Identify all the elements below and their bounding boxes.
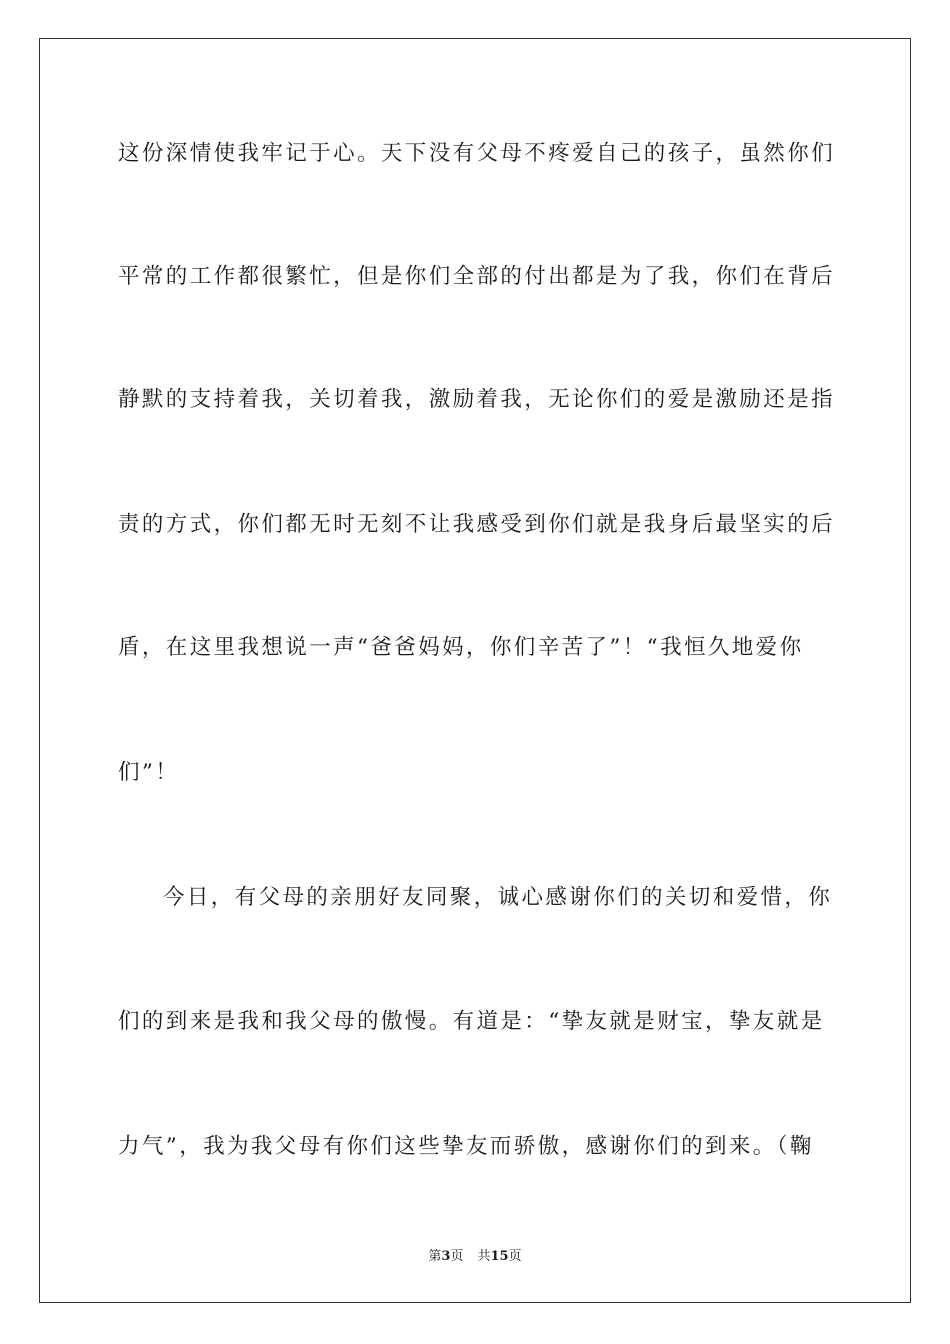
body-text-line-4: 责的方式，你们都无时无刻不让我感受到你们就是我身后最坚实的后: [118, 512, 836, 537]
footer-total-pages: 15: [490, 1249, 509, 1264]
footer-page-prefix: 第: [428, 1249, 442, 1264]
footer-total-prefix: 共: [477, 1249, 491, 1264]
footer-total-suffix: 页: [508, 1249, 522, 1264]
body-text-line-2: 平常的工作都很繁忙，但是你们全部的付出都是为了我，你们在背后: [118, 264, 836, 289]
page-footer: [0, 1248, 950, 1266]
body-text-line-1: 这份深情使我牢记于心。天下没有父母不疼爱自己的孩子，虽然你们: [118, 141, 836, 166]
body-text-line-8: 们的到来是我和我父母的傲慢。有道是：“挚友就是财宝，挚友就是: [118, 1009, 825, 1034]
body-text-line-9: 力气”，我为我父母有你们这些挚友而骄傲，感谢你们的到来。（鞠: [118, 1134, 814, 1159]
page-border: [39, 38, 911, 1303]
body-text-line-5: 盾，在这里我想说一声“爸爸妈妈，你们辛苦了”！“我恒久地爱你: [118, 635, 804, 660]
body-text-line-7: 今日，有父母的亲朋好友同聚，诚心感谢你们的关切和爱惜，你: [163, 885, 833, 910]
body-text-line-6: 们”！: [118, 760, 180, 785]
body-text-line-3: 静默的支持着我，关切着我，激励着我，无论你们的爱是激励还是指: [118, 387, 836, 412]
footer-page-suffix: 页: [450, 1249, 464, 1264]
footer-page-number: 3: [441, 1249, 451, 1264]
